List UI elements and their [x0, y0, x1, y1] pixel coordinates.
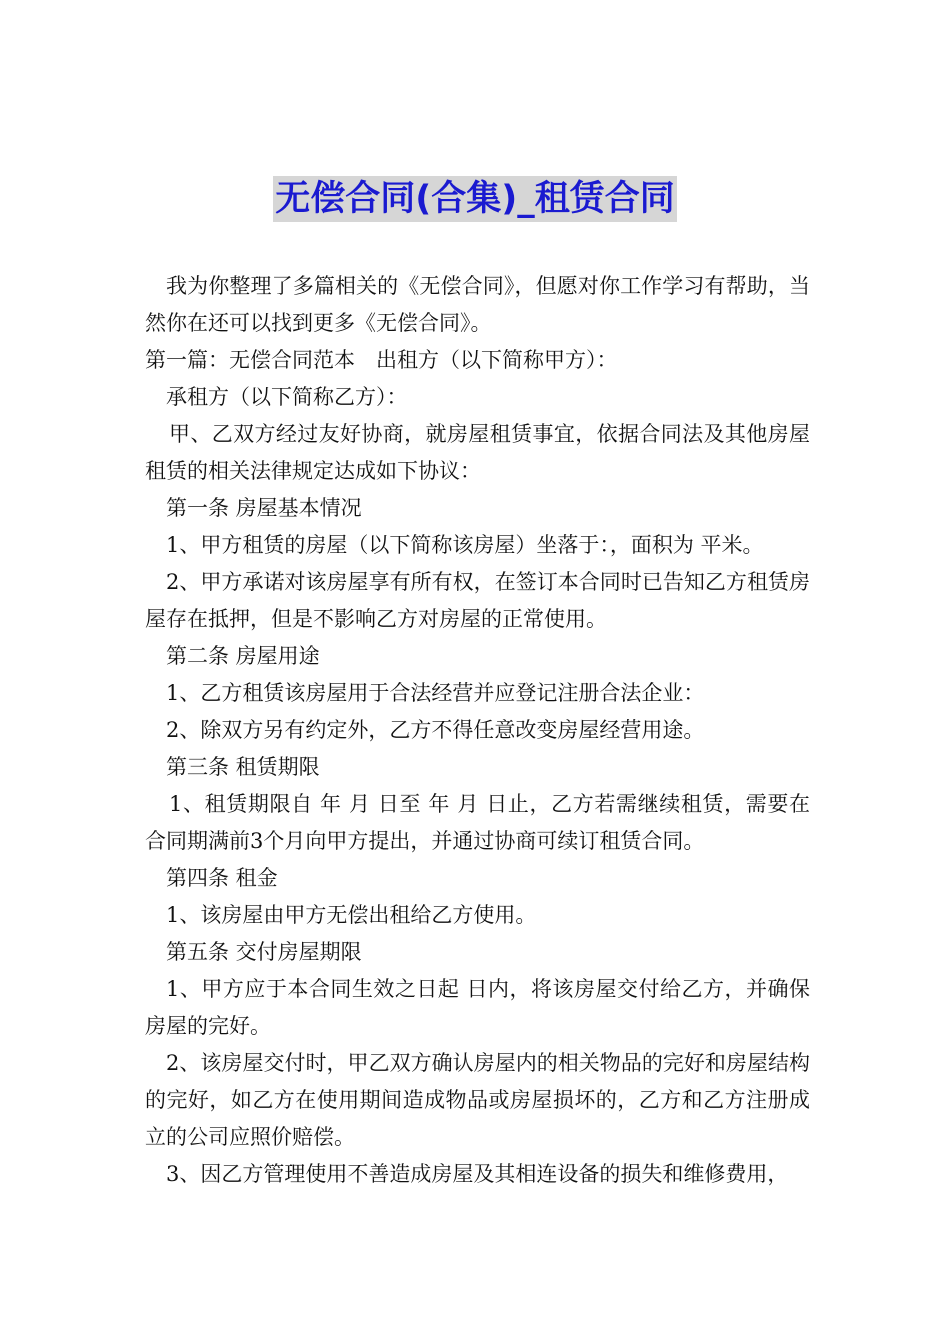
paragraph: 1、乙方租赁该房屋用于合法经营并应登记注册合法企业：: [166, 681, 705, 705]
paragraph: 第五条 交付房屋期限: [166, 940, 362, 964]
paragraph: 1、甲方应于本合同生效之日起 日内，将该房屋交付给乙方，并确保房屋的完好。: [145, 977, 810, 1038]
paragraph: 第一条 房屋基本情况: [166, 496, 362, 520]
paragraph: 第四条 租金: [166, 866, 278, 890]
paragraph: 3、因乙方管理使用不善造成房屋及其相连设备的损失和维修费用，: [166, 1162, 789, 1186]
paragraph: 1、该房屋由甲方无偿出租给乙方使用。: [166, 903, 537, 927]
paragraph: 第二条 房屋用途: [166, 644, 320, 668]
paragraph: 第一篇：无偿合同范本 出租方（以下简称甲方）：: [145, 348, 618, 372]
paragraph: 1、租赁期限自 年 月 日至 年 月 日止，乙方若需继续租赁，需要在合同期满前3个月向甲方提出，并通过协商可续订租赁合同。: [145, 792, 810, 853]
document-body: [145, 268, 810, 1193]
paragraph: 承租方（以下简称乙方）：: [166, 385, 408, 409]
paragraph: 甲、乙双方经过友好协商，就房屋租赁事宜，依据合同法及其他房屋租赁的相关法律规定达成如下协议：: [145, 422, 810, 483]
paragraph: 2、该房屋交付时，甲乙双方确认房屋内的相关物品的完好和房屋结构的完好，如乙方在使用期间造成物品或房屋损坏的，乙方和乙方注册成立的公司应照价赔偿。: [145, 1051, 810, 1149]
paragraph: 1、甲方租赁的房屋（以下简称该房屋）坐落于：，面积为 平米。: [166, 533, 764, 557]
paragraph: 第三条 租赁期限: [166, 755, 320, 779]
paragraph: 2、除双方另有约定外，乙方不得任意改变房屋经营用途。: [166, 718, 705, 742]
paragraph: 2、甲方承诺对该房屋享有所有权，在签订本合同时已告知乙方租赁房屋存在抵押，但是不影响乙方对房屋的正常使用。: [145, 570, 810, 631]
document-title: 无偿合同(合集)_租赁合同: [273, 176, 677, 222]
paragraph: 我为你整理了多篇相关的《无偿合同》，但愿对你工作学习有帮助，当然你在还可以找到更多《无偿合同》。: [145, 274, 810, 335]
title-container: [0, 176, 950, 222]
